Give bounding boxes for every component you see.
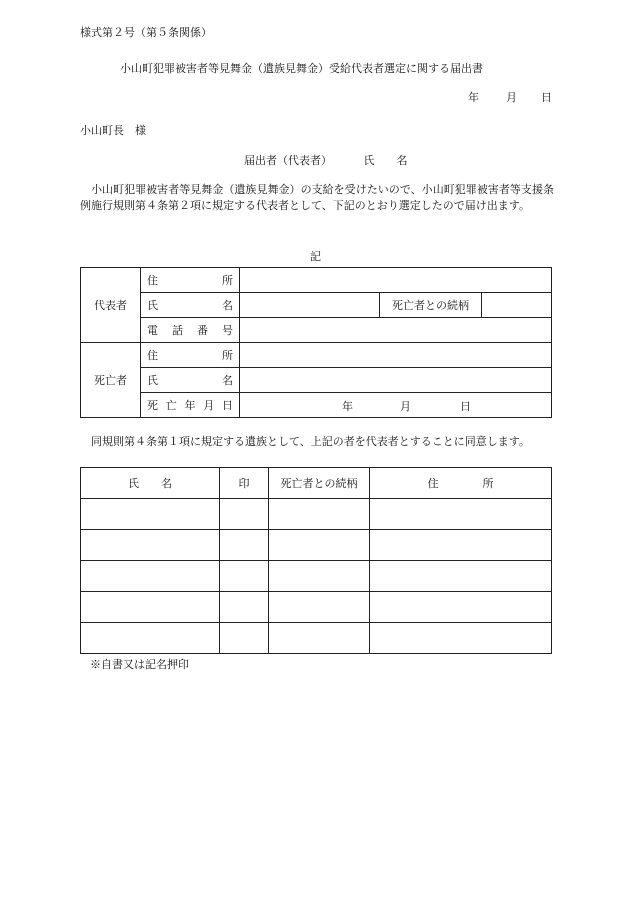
consent-seal-cell[interactable] [220,499,269,530]
consent-name-cell[interactable] [81,561,220,592]
dec-name-label: 氏 名 [141,368,240,393]
dec-name-field[interactable] [240,368,552,393]
rep-phone-field[interactable] [240,318,552,343]
rep-address-label: 住 所 [141,268,240,293]
col-header-relation: 死亡者との続柄 [269,468,370,499]
consent-table [80,467,552,654]
consent-seal-cell[interactable] [220,592,269,623]
consent-name-cell[interactable] [81,530,220,561]
deceased-group-label: 死亡者 [81,343,141,418]
intro-paragraph: 小山町犯罪被害者等見舞金（遺族見舞金）の支給を受けたいので、小山町犯罪被害者等支援条例施行規則第４条第２項に規定する代表者として、下記のとおり選定したので届け出ます。 [80,183,554,212]
table-row [81,318,552,343]
consent-relation-cell[interactable] [269,623,370,654]
table-row [81,293,552,318]
death-date-year: 年 [342,400,353,413]
table-row [81,368,552,393]
dec-address-label: 住 所 [141,343,240,368]
consent-address-cell[interactable] [370,592,552,623]
notifier-line [244,152,408,168]
rep-relation-label: 死亡者との続柄 [380,293,482,318]
col-header-address: 住 所 [370,468,552,499]
consent-address-cell[interactable] [370,530,552,561]
consent-address-cell[interactable] [370,499,552,530]
consent-seal-cell[interactable] [220,623,269,654]
rep-name-field[interactable] [240,293,380,318]
rep-name-label: 氏 名 [141,293,240,318]
ki-heading: 記 [310,250,321,263]
table-row [81,530,552,561]
notifier-name-label: 氏 名 [363,154,408,167]
consent-name-cell[interactable] [81,623,220,654]
death-date-day: 日 [460,400,471,413]
rep-phone-label: 電 話 番 号 [141,318,240,343]
addressee: 小山町長 様 [80,124,146,137]
rep-relation-field[interactable] [482,293,552,318]
table-row [81,393,552,418]
rep-address-field[interactable] [240,268,552,293]
dec-address-field[interactable] [240,343,552,368]
table-row [81,343,552,368]
death-date-month: 月 [400,400,411,413]
consent-relation-cell[interactable] [269,592,370,623]
rep-group-label: 代表者 [81,268,141,343]
col-header-name: 氏 名 [81,468,220,499]
consent-relation-cell[interactable] [269,561,370,592]
consent-paragraph: 同規則第４条第１項に規定する遺族として、上記の者を代表者とすることに同意します。 [91,435,530,448]
table-row [81,623,552,654]
consent-relation-cell[interactable] [269,499,370,530]
dec-death-date-label: 死 亡 年 月 日 [141,393,240,418]
footnote: ※自書又は記名押印 [90,658,189,671]
consent-seal-cell[interactable] [220,561,269,592]
table-header-row [81,468,552,499]
table-row [81,561,552,592]
dec-death-date-field[interactable] [240,393,552,418]
table-row [81,268,552,293]
consent-address-cell[interactable] [370,623,552,654]
consent-address-cell[interactable] [370,561,552,592]
col-header-seal: 印 [220,468,269,499]
date-month-label: 月 [506,91,517,104]
representative-table [80,267,552,418]
consent-name-cell[interactable] [81,592,220,623]
consent-seal-cell[interactable] [220,530,269,561]
notifier-label: 届出者（代表者） [244,154,332,167]
table-row [81,592,552,623]
consent-name-cell[interactable] [81,499,220,530]
date-year-label: 年 [468,91,479,104]
document-title: 小山町犯罪被害者等見舞金（遺族見舞金）受給代表者選定に関する届出書 [120,62,483,75]
date-day-label: 日 [541,91,552,104]
table-row [81,499,552,530]
consent-relation-cell[interactable] [269,530,370,561]
form-number: 様式第２号（第５条関係） [80,26,212,39]
